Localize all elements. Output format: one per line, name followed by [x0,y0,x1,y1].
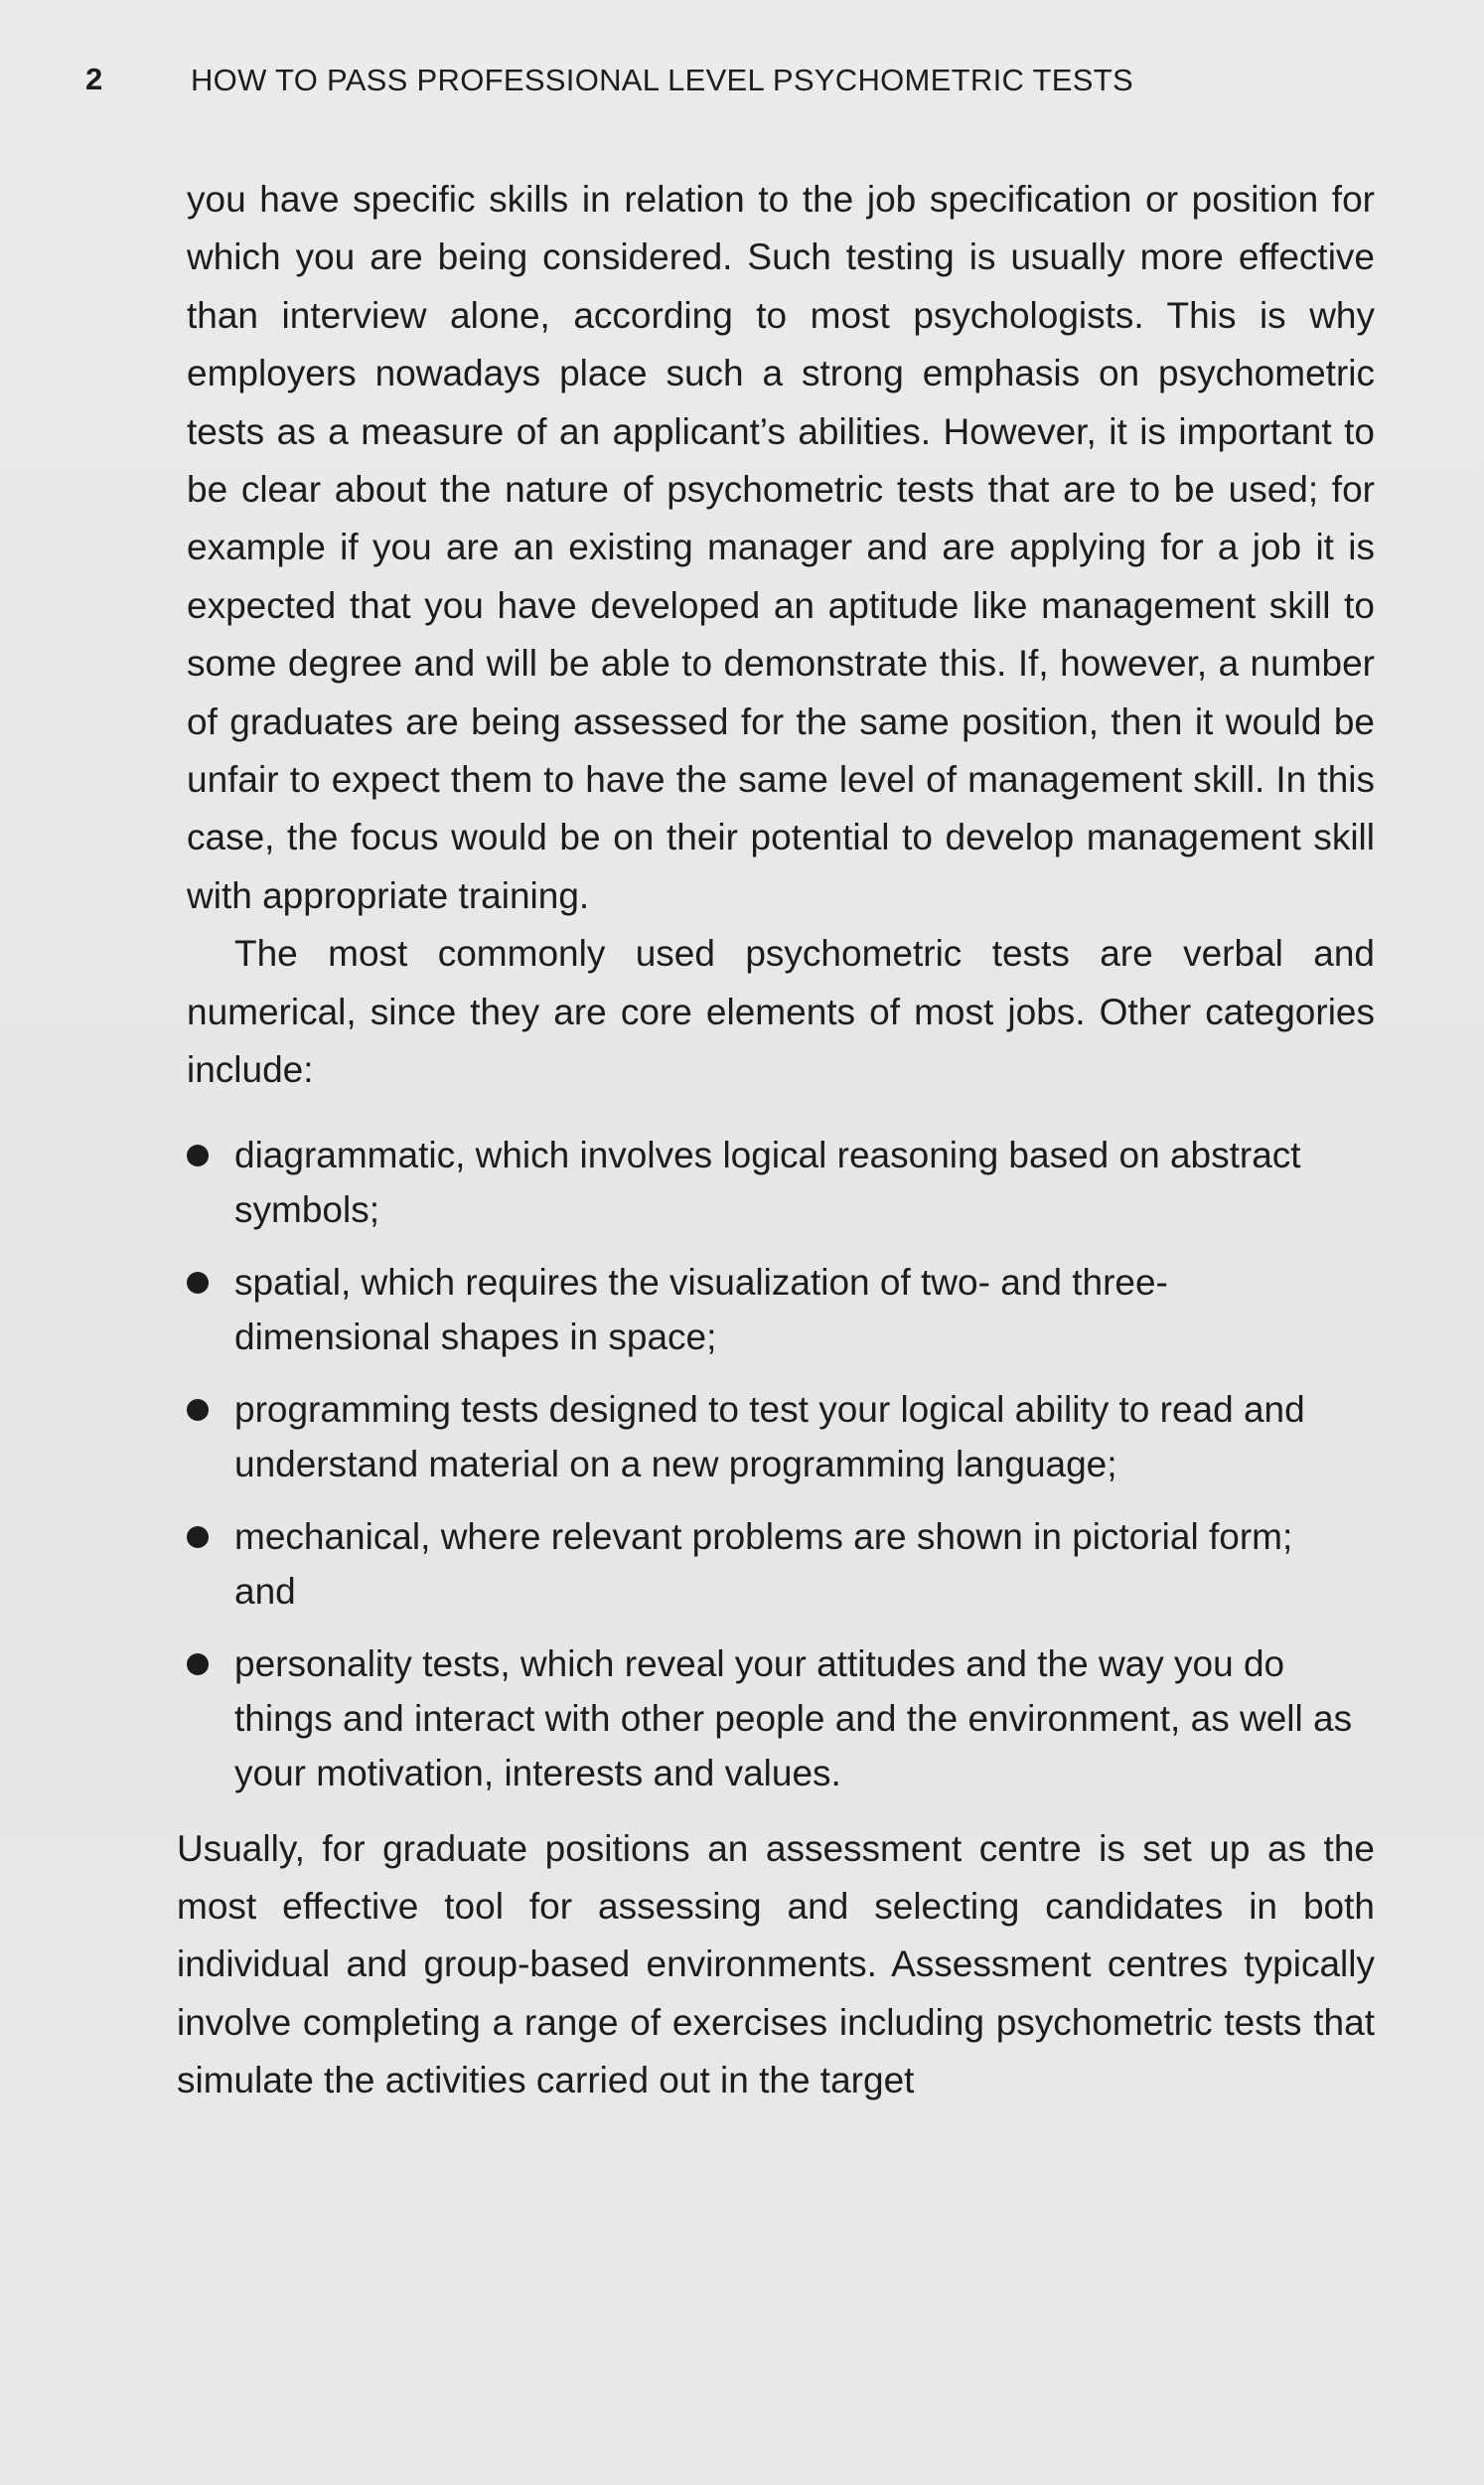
bullet-icon [187,1399,209,1421]
bullet-icon [187,1653,209,1675]
paragraph-1: you have specific skills in relation to the job specification or position for which you are being considered. Such testing is usually more effective than interview alone, according to most psychologists. This is why employers nowadays place such a strong emphasis on psychometric tests as a measure of an applicant’s abilities. However, it is important to be clear about the nature of psychometric tests that are to be used; for example if you are an existing manager and are applying for a job it is expected that you have developed an aptitude like management skill to some degree and will be able to demonstrate this. If, however, a number of graduates are being assessed for the same position, then it would be unfair to expect them to have the same level of management skill. In this case, the focus would be on their potential to develop management skill with appropriate training. [187,179,1375,916]
bullet-icon [187,1526,209,1548]
list-item-text: programming tests designed to test your logical ability to read and understand material on a new programming language; [234,1388,1305,1484]
list-item-text: mechanical, where relevant problems are shown in pictorial form; and [234,1515,1293,1612]
test-categories-list [187,1128,1375,1800]
list-item [187,1636,1357,1800]
page-header [85,62,1405,101]
page-number: 2 [85,62,103,96]
paragraph-3: Usually, for graduate positions an assessment centre is set up as the most effective tool for assessing and selecting candidates in both individual and group-based environments. Assessment centres typically involve completing a range of exercises including psychometric tests that simulate the activities carried out in the target [177,1827,1375,2101]
list-item-text: spatial, which requires the visualization of two- and three-dimensional shapes in space; [234,1261,1168,1357]
body-text [177,171,1375,2110]
paragraph-2: The most commonly used psychometric tests are verbal and numerical, since they are core elements of most jobs. Other categories include: [187,933,1375,1091]
running-head: HOW TO PASS PROFESSIONAL LEVEL PSYCHOMETRIC TESTS [191,63,1133,97]
list-item-text: diagrammatic, which involves logical reasoning based on abstract symbols; [234,1134,1301,1230]
list-item-text: personality tests, which reveal your attitudes and the way you do things and interact with other people and the environment, as well as your motivation, interests and values. [234,1642,1353,1793]
list-item [187,1509,1357,1619]
bullet-icon [187,1272,209,1294]
list-item [187,1255,1357,1364]
bullet-icon [187,1145,209,1166]
list-item [187,1128,1357,1237]
list-item [187,1382,1357,1491]
